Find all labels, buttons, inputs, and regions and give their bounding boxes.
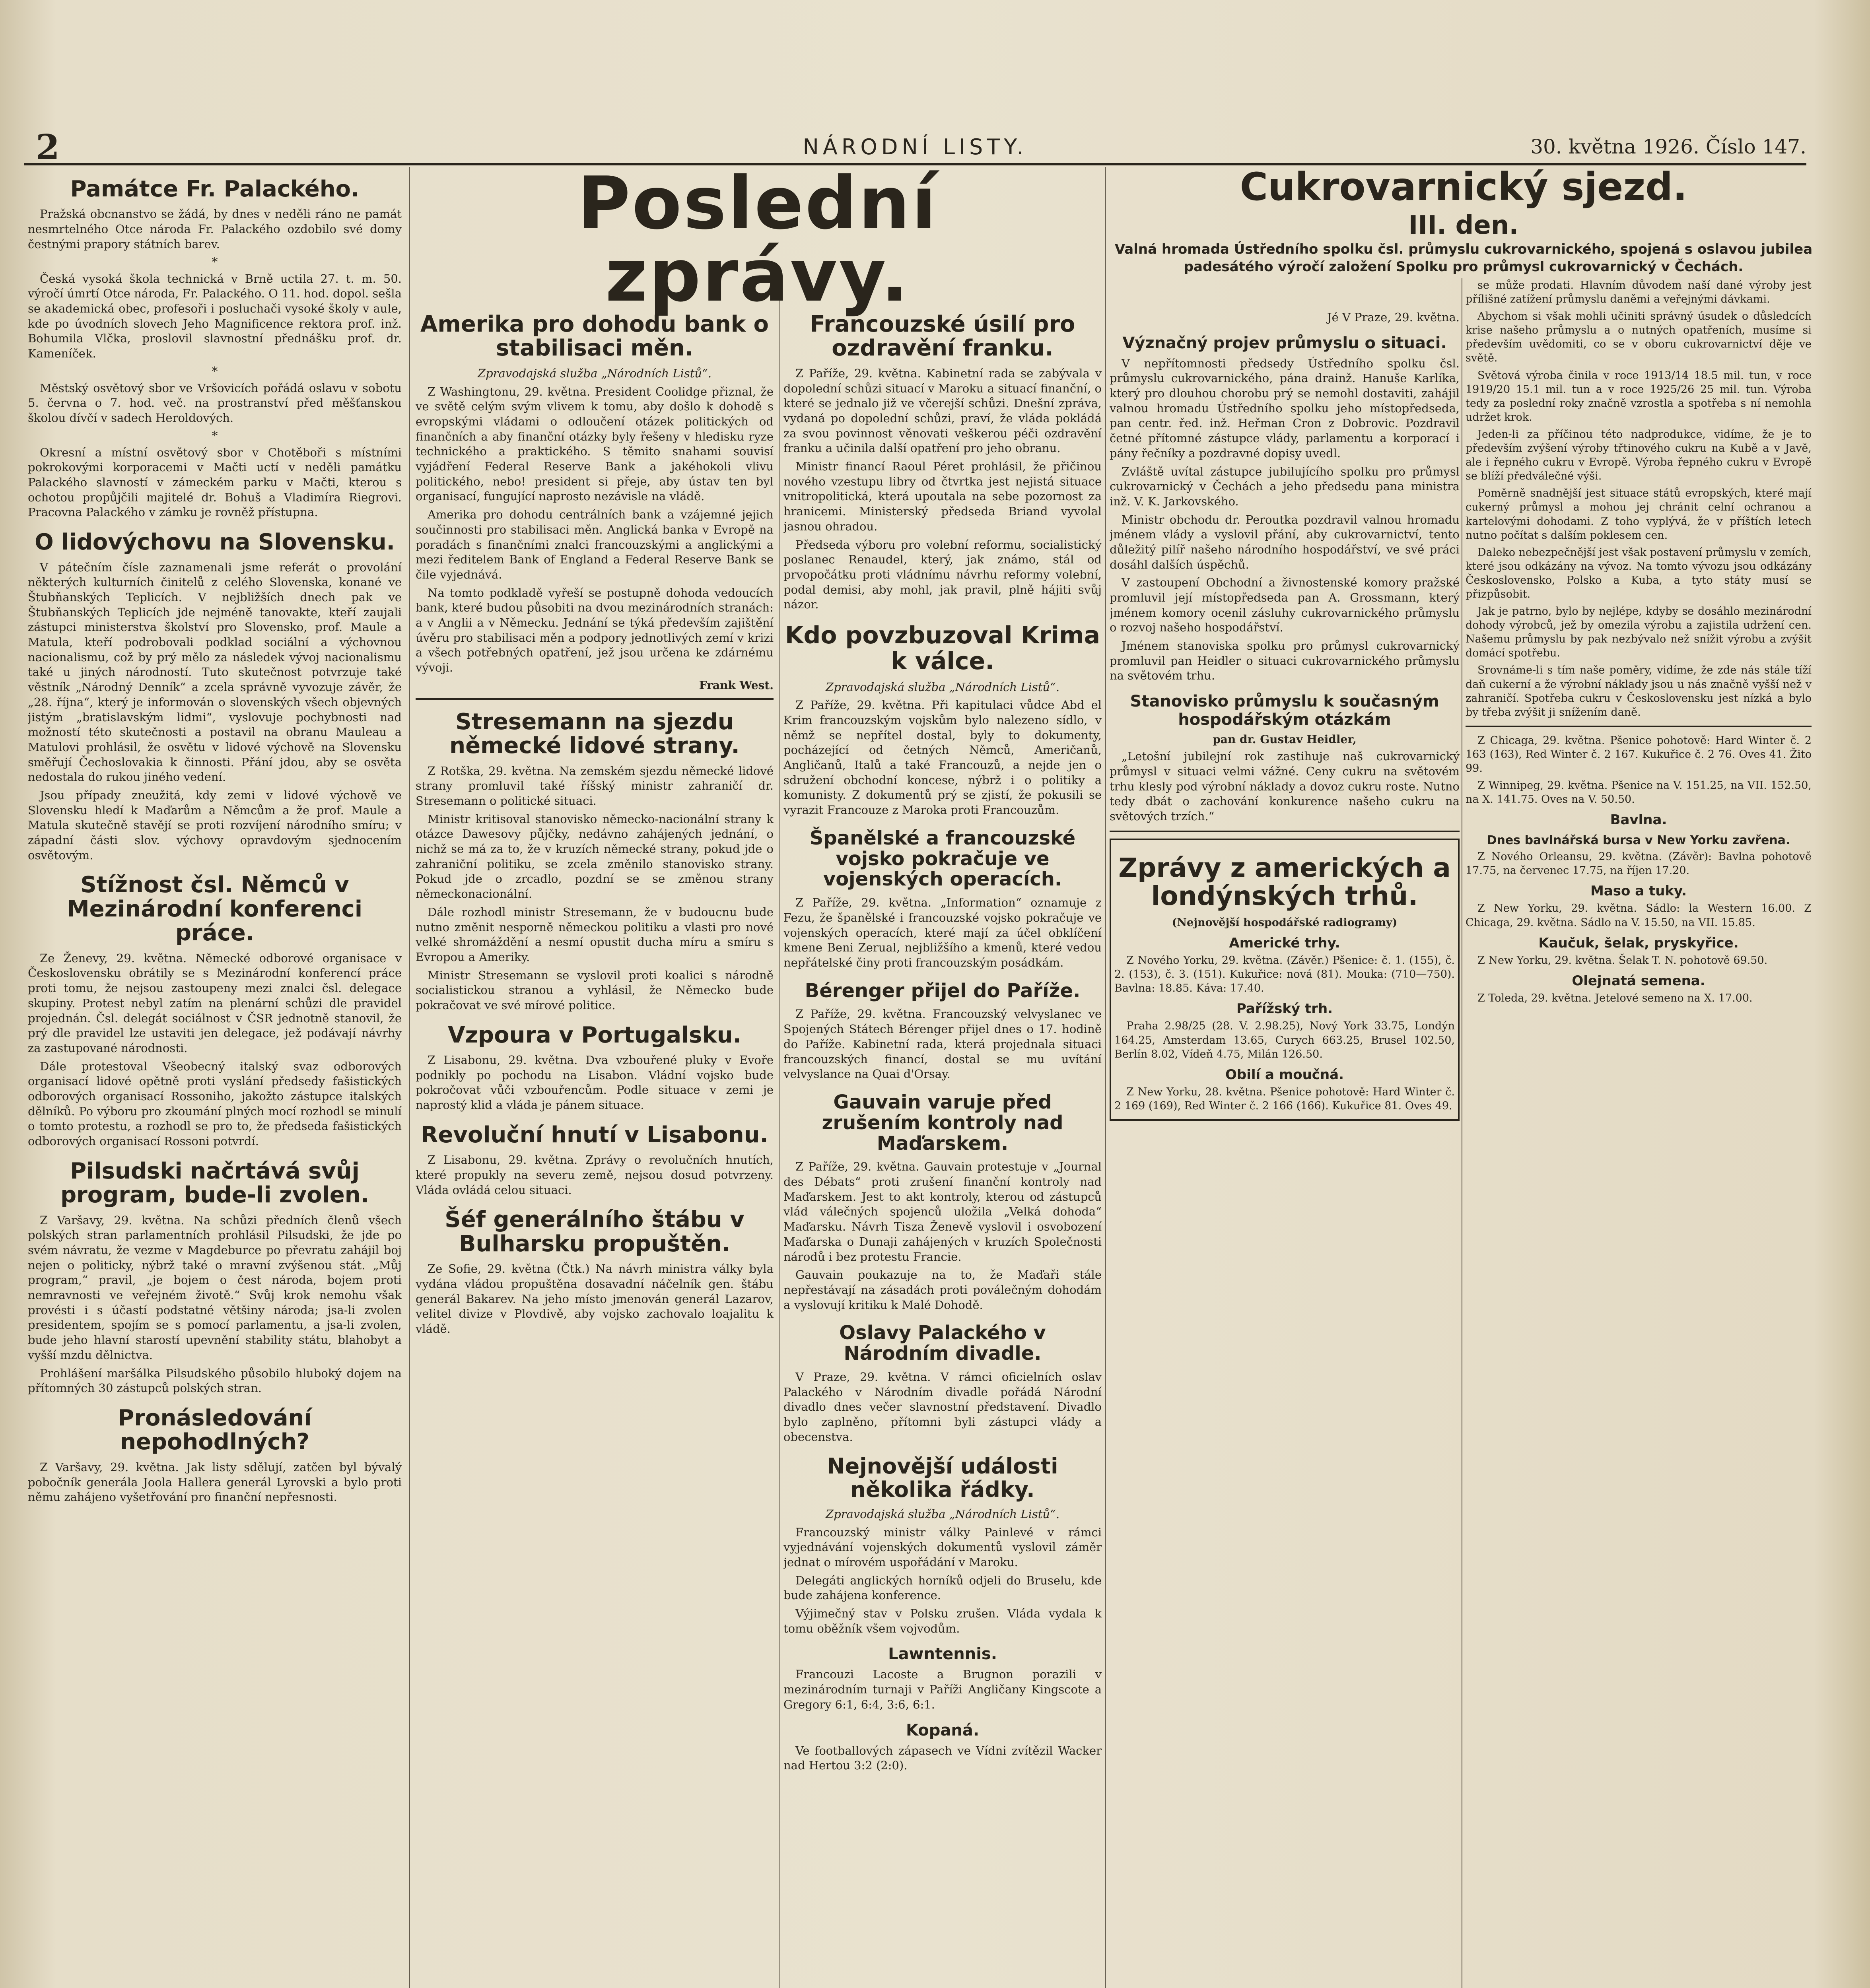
article-signature: Frank West. <box>699 678 774 692</box>
article-paragraph: Z Paříže, 29. května. Kabinetní rada se zabývala v dopolední schůzi situací v Maroku a situací finanční, o které se jednalo již ve včerejší schůzi. Dnešní zpráva, vydaná po dopolední schůzi, praví, že vláda pokládá za svou povinnost věnovati veškerou péči ozdravění franku a učinila další opatření pro jeho obranu. <box>783 366 1102 455</box>
article-paragraph: Z Lisabonu, 29. května. Zprávy o revolučních hnutích, které propukly na severu země, nejsou dosud potvrzeny. Vláda ovládá celou situaci. <box>416 1153 774 1197</box>
page-header <box>24 127 1806 167</box>
article-paragraph: Jak je patrno, bylo by nejlépe, kdyby se dosáhlo mezinárodní dohody výrobců, jež by omezila výrobu a zajistila udržení cen. Našemu průmyslu by pak nezbývalo než snížit výrobu a zvýšit domácí spotřebu. <box>1466 605 1812 660</box>
article-title: Oslavy Palackého v Národním divadle. <box>839 1322 1046 1365</box>
article-paragraph: Ministr kritisoval stanovisko německo-nacionální strany k otázce Dawesovy půjčky, nedávno zahájených jednání, o nichž se má za to, že v kruzích německé strany, pokud jde o zahraniční politiku, se zcela změnilo stanovisko strany. Pokud jde o zrcadlo, pozdní se se změnou strany německonacionální. <box>416 812 774 901</box>
masthead: NÁRODNÍ LISTY. <box>803 134 1028 159</box>
article-paragraph: Z Paříže, 29. května. Gauvain protestuje v „Journal des Débats“ proti zrušení finanční kontroly nad Maďarskem. Jest to akt kontroly, kterou od zástupců vlád válečných spojenců uložila „Velká dohoda“ Maďarsku. Návrh Tisza Ženevě vyslovil i osvobození Maďarska o Dunaji zahájených v kruzích Společnosti národů i bez protestu Francie. <box>783 1160 1102 1264</box>
article-paragraph: V Praze, 29. května. V rámci oficielních oslav Palackého v Národním divadle pořádá Národní divadlo dnes večer slavnostní představení. Divadlo bylo zaplněno, přítomni byli zástupci vlády a obecenstva. <box>783 1370 1102 1444</box>
article-paragraph: Ze Ženevy, 29. května. Německé odborové organisace v Československu obrátily se s Mezinárodní konferencí práce proti tomu, že nejsou zastoupeny mezi znalci čsl. delegace skupiny. Protest nebyl zatím na plenární schůzi dle pravidel projednán. Čsl. delegát sociálnost v ČSR jednotně stanovil, že prý dle pravidel lze ustaviti jen delegace, jež podávají návrhy za zastupované národnosti. <box>28 951 402 1055</box>
market-section-title: Olejnatá semena. <box>1572 973 1705 989</box>
article-paragraph: Česká vysoká škola technická v Brně uctila 27. t. m. 50. výročí úmrtí Otce národa, Fr. Palackého. O 11. hod. dopol. sešla se akademická obec, profesoři i posluchači vysoké školy v aule, kde po úvodních slovech Jeho Magnificence rektora prof. inž. Bohumila Vlčka, proslovil slavnostní přednášku prof. dr. Kameníček. <box>28 272 402 360</box>
article-paragraph: Ministr Stresemann se vyslovil proti koalici s národně socialistickou stranou a vyhlásil, že Německo bude pokračovat ve své mírové politice. <box>416 968 774 1012</box>
agency-line: Zpravodajská služba „Národních Listů“. <box>825 680 1060 694</box>
article-paragraph: Z Varšavy, 29. května. Jak listy sdělují, zatčen byl bývalý pobočník generála Joola Hallera generál Lyrovski a bylo proti němu zahájeno vyšetřování pro finanční nepřesnosti. <box>28 1460 402 1504</box>
section-rule <box>1466 726 1812 727</box>
column-1 <box>28 167 402 1988</box>
article-title: O lidovýchovu na Slovensku. <box>35 529 395 555</box>
market-report: Z New Yorku, 29. května. Šelak T. N. pohotově 69.50. <box>1477 954 1768 967</box>
column-4 <box>1110 310 1460 1988</box>
market-report: Z Winnipeg, 29. května. Pšenice na V. 151.25, na VII. 152.50, na X. 141.75. Oves na V. 50.50. <box>1466 779 1812 806</box>
market-section-title: Kaučuk, šelak, pryskyřice. <box>1538 935 1739 951</box>
article-paragraph: Výjimečný stav v Polsku zrušen. Vláda vydala k tomu oběžník všem vojvodům. <box>783 1607 1102 1635</box>
article-paragraph: Jménem stanoviska spolku pro průmysl cukrovarnický promluvil pan Heidler o situaci cukrovarnického průmyslu na světovém trhu. <box>1110 639 1460 683</box>
article-paragraph: Francouzi Lacoste a Brugnon porazili v mezinárodním turnaji v Paříži Angličany Kingscote a Gregory 6:1, 6:4, 3:6, 6:1. <box>783 1668 1102 1711</box>
article-title: Gauvain varuje před zrušením kontroly nad Maďarskem. <box>822 1091 1063 1155</box>
article-paragraph: Amerika pro dohodu centrálních bank a vzájemné jejich součinnosti pro stabilisaci měn. Anglická banka v Evropě na poradách s finančními znalci francouzskými a anglickými a mezi ředitelem Bank of England a Federal Reserve Bank se čile vyjednává. <box>416 508 774 581</box>
separator-star: * <box>212 364 218 379</box>
market-report: Z New Yorku, 28. května. Pšenice pohotově: Hard Winter č. 2 169 (169), Red Winter č. 2 166 (166). Kukuřice 81. Oves 49. <box>1114 1085 1455 1112</box>
main-headline: Poslední zprávy. <box>577 161 938 318</box>
article-paragraph: Ve footballových zápasech ve Vídni zvítězil Wacker nad Hertou 3:2 (2:0). <box>783 1743 1102 1773</box>
section-rule <box>416 698 774 700</box>
column-2 <box>416 302 774 1988</box>
column-rule <box>409 167 410 1988</box>
article-paragraph: Zvláště uvítal zástupce jubilujícího spolku pro průmysl cukrovarnický v Čechách a jeho předsedu pana ministra inž. V. K. Jarkovského. <box>1110 464 1460 508</box>
article-paragraph: Gauvain poukazuje na to, že Maďaři stále nepřestávají na zásadách proti poválečným dohodám a vyslovují kritiku k Malé Dohodě. <box>783 1268 1102 1312</box>
column-rule <box>1105 167 1106 1988</box>
article-paragraph: Delegáti anglických horníků odjeli do Bruselu, kde bude zahájena konference. <box>783 1573 1102 1602</box>
market-section-title: Maso a tuky. <box>1590 883 1687 899</box>
section-subtitle: Význačný projev průmyslu o situaci. <box>1122 334 1447 352</box>
article-paragraph: Předseda výboru pro volební reformu, socialistický poslanec Renaudel, který, jak známo, stál od prvopočátku proti vládnímu návrhu reformy volební, podal demisi, aby mohl, jak pravil, plně hájiti svůj názor. <box>783 538 1102 612</box>
article-paragraph: Pražská obcnanstvo se žádá, by dnes v neděli ráno ne památ nesmrtelného Otce národa Fr. Palackého ozdobilo své domy čestnými prapory státních barev. <box>28 207 402 251</box>
article-paragraph: Dále rozhodl ministr Stresemann, že v budoucnu bude nutno změnit nesporně německou politiku a vlasti pro nové velké shromáždění a nesmí opustit ducha míru a smíru s Evropou a Ameriky. <box>416 905 774 964</box>
article-paragraph: Z Washingtonu, 29. května. President Coolidge přiznal, že ve světě celým svým vlivem k tomu, aby došlo k dohodě s evropskými vládami o odloučení otázek politických od finančních a aby finanční otázky byly řešeny v hledisku ryze technického a praktického. S těmito snahami souvisí vyjádření Federal Reserve Bank a jakéhokoli vlivu politického, nebo! president si přeje, aby ústav ten byl organisací, fungující naprosto nezávisle na vládě. <box>416 384 774 503</box>
markets-subtitle: (Nejnovější hospodářské radiogramy) <box>1172 916 1398 929</box>
article-title: Bérenger přijel do Paříže. <box>805 979 1081 1002</box>
market-section-title: Obilí a moučná. <box>1225 1066 1344 1083</box>
article-paragraph: Ministr financí Raoul Péret prohlásil, že přičinou nového vzestupu libry od čtvrtka jest nejistá situace vnitropolitická, která upoutala na sebe pozornost za hranicemi. Ministerský předseda Briand vyvolal jasnou ohradou. <box>783 460 1102 533</box>
article-paragraph: se může prodati. Hlavním důvodem naší dané výroby jest přílišné zatížení průmyslu daněmi a veřejnými dávkami. <box>1466 279 1812 306</box>
dateline: 30. května 1926. Číslo 147. <box>1530 135 1806 158</box>
separator-star: * <box>212 255 218 269</box>
column-5 <box>1466 278 1812 1988</box>
article-paragraph: V nepřítomnosti předsedy Ústředního spolku čsl. průmyslu cukrovarnického, pána drainž. Hanuše Karlíka, který pro dlouhou chorobu prý se nemohl dostaviti, zahájil valnou hromadu Ústředního spolku jeho místopředseda, pan centr. řed. inž. Heřman Cron z Dobrovic. Pozdravil četné přítomné zástupce vlády, parlamentu a korporací i pány řečníky a pozdravné dopisy uvedl. <box>1110 356 1460 460</box>
article-paragraph: Abychom si však mohli učiniti správný úsudek o důsledcích krise našeho průmyslu a o nutných opatřeních, musíme si především uvědomiti, co se v oboru cukrovarnictví děje ve světě. <box>1466 310 1812 365</box>
article-title: Kopaná. <box>906 1721 980 1740</box>
article-title: Kdo povzbuzoval Krima k válce. <box>785 621 1100 675</box>
sugar-congress-subtitle: III. den. <box>1408 211 1519 240</box>
section-subtitle: Stanovisko průmyslu k současným hospodářským otázkám <box>1130 692 1439 729</box>
column-3 <box>783 302 1102 1988</box>
market-report: Praha 2.98/25 (28. V. 2.98.25), Nový York 33.75, Londýn 164.25, Amsterdam 13.65, Curych 663.25, Brusel 102.50, Berlín 8.02, Vídeň 4.75, Milán 126.50. <box>1114 1020 1455 1060</box>
market-section-title: Americké trhy. <box>1229 935 1340 951</box>
article-title: Amerika pro dohodu bank o stabilisaci měn. <box>420 311 769 361</box>
sugar-congress-lead: Valná hromada Ústředního spolku čsl. průmyslu cukrovarnického, spojená s oslavou jubilea padesátého výročí založení Spolku pro průmysl cukrovarnický v Čechách. <box>1114 241 1813 275</box>
article-paragraph: Z Paříže, 29. května. „Information“ oznamuje z Fezu, že španělské i francouzské vojsko pokračuje ve vojenských operacích, které mají za účel obklíčení kmene Beni Zerual, nejbližšího a kmenů, které vedou nepřátelské činy proti francouzským posádkám. <box>783 896 1102 969</box>
article-title: Nejnovější události několika řádky. <box>827 1454 1058 1502</box>
article-paragraph: Z Paříže, 29. května. Při kapitulaci vůdce Abd el Krim francouzským vojskům bylo nalezeno sídlo, v němž se nepřítel dostal, byly to dokumenty, pocházející od četných Němců, Američanů, Angličanů, Italů a také Francouzů, a nejde jen o sdružení obchodní koncese, nýbrž i o politiky a komunisty. Z dokumentů prý se zjistí, že pokusili se vyrazit Francouze z Maroka proti Francouzům. <box>783 698 1102 817</box>
article-paragraph: Z Rotška, 29. května. Na zemském sjezdu německé lidové strany promluvil také říšský ministr zahraničí dr. Stresemann o politické situaci. <box>416 764 774 808</box>
article-paragraph: Francouzský ministr války Painlevé v rámci vyjednávání vojenských dokumentů vyslovil záměr jednat o mírovém uspořádání v Maroku. <box>783 1525 1102 1569</box>
article-paragraph: Ministr obchodu dr. Peroutka pozdravil valnou hromadu jménem vlády a vyslovil přání, aby cukrovarnictví, tento důležitý pilíř našeho národního hospodářství, ve své práci dosáhl dalších úspěchů. <box>1110 513 1460 571</box>
article-paragraph: „Letošní jubilejní rok zastihuje naš cukrovarnický průmysl v situaci velmi vážné. Ceny cukru na světovém trhu klesly pod výrobní náklady a dovoz cukru roste. Nutno tedy dbát o zachování konkurence našeho cukru na světových trzích.“ <box>1110 749 1460 823</box>
agency-line: Zpravodajská služba „Národních Listů“. <box>825 1507 1060 1521</box>
article-paragraph: Světová výroba činila v roce 1913/14 18.5 mil. tun, v roce 1919/20 15.1 mil. tun a v roce 1925/26 25 mil. tun. Výroba tedy za poslední roky značně vzrostla a spotřeba s ní nemohla udržet krok. <box>1466 369 1812 423</box>
article-title: Pronásledování nepohodlných? <box>118 1405 312 1455</box>
article-paragraph: Městský osvětový sbor ve Vršovicích pořádá oslavu v sobotu 5. června o 7. hod. več. na prostranství před měšťanskou školou dívčí v sadech Heroldových. <box>28 381 402 425</box>
market-section-title: Bavlna. <box>1610 812 1667 828</box>
article-paragraph: Z Lisabonu, 29. května. Dva vzbouřené pluky v Evoře podnikly po pochodu na Lisabon. Vládní vojsko bude pokročovat vůči vzbouřencům. Podle situace v zemi je naprostý klid a vláda je pánem situace. <box>416 1053 774 1112</box>
article-paragraph: Na tomto podkladě vyřeší se postupně dohoda vedoucích bank, které budou působiti na dvou mezinárodních stranách: a v Anglii a v Německu. Jednání se týká především zajištění úvěru pro stabilisaci měn a podpory jednotlivých zemí v krizi a všech potřebných opatření, jež jsou určena ke zdárnému vývoji. <box>416 586 774 674</box>
market-report: Z New Yorku, 29. května. Sádlo: la Western 16.00. Z Chicaga, 29. května. Sádlo na V. 15.50, na VII. 15.85. <box>1466 902 1812 929</box>
section-rule <box>1110 831 1460 832</box>
article-paragraph: Daleko nebezpečnější jest však postavení průmyslu v zemích, které jsou odkázány na vývoz. Na tomto vývozu jsou odkázány Československo, Polsko a Kuba, a tyto státy musí se přizpůsobit. <box>1466 546 1812 600</box>
article-title: Francouzské úsilí pro ozdravění franku. <box>810 311 1075 361</box>
article-title: Stresemann na sjezdu německé lidové strany. <box>449 709 740 759</box>
article-paragraph: Poměrně snadnější jest situace států evropských, které mají cukerný průmysl a mohou jej chránit celní ochranou a kartelovými dohodami. Z toho vyplývá, že v příštích letech nutno počítat s dalším poklesem cen. <box>1466 487 1812 542</box>
article-title: Šéf generálního štábu v Bulharsku propuštěn. <box>445 1207 745 1257</box>
market-section-title: Pařížský trh. <box>1236 1001 1333 1017</box>
market-section-subtitle: Dnes bavlnářská bursa v New Yorku zavřena. <box>1487 833 1790 848</box>
article-paragraph: Dále protestoval Všeobecný italský svaz odborových organisací lidové opětně proti vyslání předsedy fašistických odborových organisací Rossoniho, jakožto zástupce italských dělníků. Po výboru pro zkoumání plných mocí rozhodl se minulí o tomto protestu, a rozhodl se pro to, že předseda fašistických odborových organisací Rossoni potvrdí. <box>28 1059 402 1148</box>
article-title: Vzpoura v Portugalsku. <box>448 1022 741 1048</box>
markets-box <box>1110 839 1460 1121</box>
market-report: Z Nového Orleansu, 29. května. (Závěr): Bavlna pohotově 17.75, na červenec 17.75, na říjen 17.20. <box>1466 850 1812 877</box>
article-paragraph: Jeden-li za příčinou této nadprodukce, vidíme, že je to především zvýšení výroby třtinového cukru na Kubě a v Javě, ale i řepného cukru v Evropě. Výroba řepného cukru v Evropě se blíží předválečné výši. <box>1466 428 1812 483</box>
article-paragraph: Okresní a místní osvětový sbor v Chotěboři s místními pokrokovými korporacemi v Mačti uctí v neděli památku Palackého slavností v zámeckém parku v Mačti, kterou s ochotou propůjčili majitelé dr. Bohuš a Vladimíra Riegrovi. Pracovna Palackého v zámku je rovněž přístupna. <box>28 445 402 519</box>
sugar-congress-title: Cukrovarnický sjezd. <box>1240 165 1687 209</box>
market-report: Z Nového Yorku, 29. května. (Závěr.) Pšenice: č. 1. (155), č. 2. (153), č. 3. (151). Kukuřice: nová (81). Mouka: (710—750). Bavlna: 18.85. Káva: 17.40. <box>1114 954 1455 995</box>
article-paragraph: Z Varšavy, 29. května. Na schůzi předních členů všech polských stran parlamentních prohlásil Pilsudski, že jde po svém návratu, že vezme v Magdeburce po převratu zahájil boj nejen o politicky, nýbrž také o mravní zvýšenou stát. „Můj program,“ pravil, „je bojem o čest národa, bojem proti nemravnosti ve veřejném životě.“ Svůj krok nemohu však provésti i s účastí podstatné většiny národa; jsa-li zvolen presidentem, spojím se s pomocí parlamentu, a jsa-li zvolen, bude jeho hlavní starostí upevnění stability státu, blahobyt a vyšší mzdu dělnictva. <box>28 1213 402 1362</box>
page-number: 2 <box>36 127 60 167</box>
article-paragraph: V pátečním čísle zaznamenali jsme referát o provolání některých kulturních činitelů z celého Slovenska, konané ve Štubňanských Teplicích. V nejbližších dnech pak ve Štubňanských Teplicích jde nejméně tanovakte, kteří zaujali zástupci ministerstva školství pro Slovensko, prof. Maule a Matula, kteří podrobovali podklad sociální a výchovnou nacionalismu, což by prý mělo za následek vývoj nacionalismu také u jiných národností. Tuto skutečnost potvrzuje také věstník „Národný Denník“ a zcela správně vyvozuje závěr, že „28. října“, který je informován o slovenských všech objevných jistým „bratislavským lidmi“, vyslovuje pochybnosti nad možností této skutečnosti a postavil na obranu Mauleau a Matulovi prohlásil, že osvětu v lidové výchově na Slovensku směřují Čechoslovakia k činnosti. Přání jdou, aby se osvěta nedostala do rukou jiného vedení. <box>28 560 402 784</box>
article-title: Pilsudski načrtává svůj program, bude-li zvolen. <box>60 1158 369 1208</box>
article-paragraph: Z Paříže, 29. května. Francouzský velvyslanec ve Spojených Státech Bérenger přijel dnes o 17. hodině do Paříže. Kabinetní rada, která projednala situaci francouzských financí, dostal se mu uvítání velvyslance na Quai d'Orsay. <box>783 1007 1102 1081</box>
article-title: Lawntennis. <box>888 1645 997 1664</box>
market-report: Z Toleda, 29. května. Jetelové semeno na X. 17.00. <box>1477 992 1753 1004</box>
article-paragraph: V zastoupení Obchodní a živnostenské komory pražské promluvil její místopředseda pan A. Grossmann, který jménem komory ocenil zásluhy cukrovarnického průmyslu o rozvoj našeho hospodářství. <box>1110 576 1460 635</box>
article-paragraph: Srovnáme-li s tím naše poměry, vidíme, že zde nás stále tíží daň cukerní a že výrobní náklady jsou u nás značně vyšší než v zahraničí. Spotřeba cukru v Československu jest nízká a bylo by třeba zvýšit ji snížením daně. <box>1466 664 1812 718</box>
article-title: Stížnost čsl. Němců v Mezinárodní konferenci práce. <box>67 872 363 946</box>
article-dateline: Jé V Praze, 29. května. <box>1327 311 1460 324</box>
market-report: Z Chicaga, 29. května. Pšenice pohotově: Hard Winter č. 2 163 (163), Red Winter č. 2 167. Kukuřice č. 2 76. Oves 41. Žito 99. <box>1466 734 1812 775</box>
speaker-name: pan dr. Gustav Heidler, <box>1213 733 1357 746</box>
article-title: Památce Fr. Palackého. <box>70 176 360 202</box>
separator-star: * <box>212 429 218 443</box>
agency-line: Zpravodajská služba „Národních Listů“. <box>477 366 712 380</box>
article-paragraph: Prohlášení maršálka Pilsudského působilo hluboký dojem na přítomných 30 zástupců polských stran. <box>28 1366 402 1395</box>
article-title: Revoluční hnutí v Lisabonu. <box>421 1122 768 1148</box>
article-paragraph: Ze Sofie, 29. května (Čtk.) Na návrh ministra války byla vydána vládou propuštěna dosavadní náčelník gen. štábu generál Bakarev. Na jeho místo jmenován generál Lazarov, velitel divize v Plovdivě, aby vojsko zachovalo loajalitu k vládě. <box>416 1262 774 1336</box>
article-paragraph: Jsou případy zneužitá, kdy zemi v lidové výchově ve Slovensku hledí k Maďarům a Němcům a že prof. Maule a Matula skutečně stavějí se proti rozvíjení národního smíru; v západní části slov. výchovy opravdovým sjednocením osvětovým. <box>28 788 402 862</box>
article-title: Španělské a francouzské vojsko pokračuje ve vojenských operacích. <box>809 827 1076 891</box>
markets-title: Zprávy z amerických a londýnských trhů. <box>1118 852 1451 911</box>
